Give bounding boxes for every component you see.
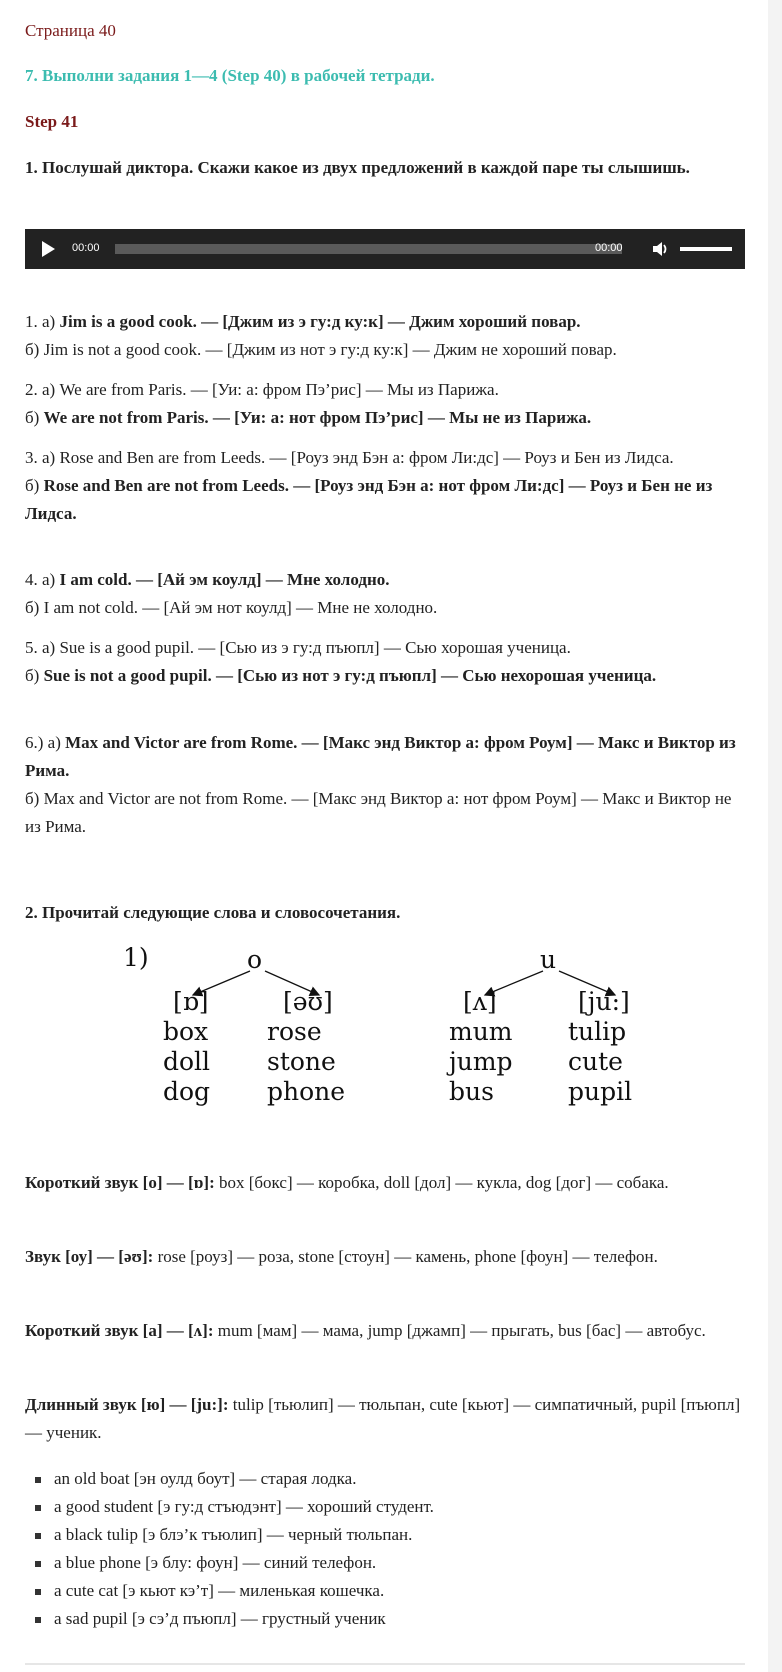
pair-prefix: 3. а) — [25, 448, 60, 467]
sound-text: rose [роуз] — роза, stone [стоун] — камень, phone [фоун] — телефон. — [153, 1247, 658, 1266]
sound-paragraph-4 — [25, 1391, 745, 1447]
pair-2-a — [25, 376, 745, 404]
pair-prefix: 4. а) — [25, 570, 60, 589]
list-item: a blue phone [э блу: фоун] — синий телефон. — [25, 1549, 745, 1577]
task-2-heading: 2. Прочитай следующие слова и словосочетания. — [25, 903, 401, 922]
sound-label: [ju:] — [578, 987, 630, 1016]
sound-paragraph-1 — [25, 1169, 745, 1197]
list-item: a black tulip [э блэ’к тъюлип] — черный тюльпан. — [25, 1521, 745, 1549]
pair-3-a — [25, 444, 745, 472]
pair-text: I am cold. — [Ай эм коулд] — Мне холодно. — [59, 570, 390, 589]
audio-player — [25, 229, 745, 269]
pair-4-a — [25, 566, 745, 594]
pair-text: Jim is not a good cook. — [Джим из нот э гу:д ку:к] — Джим не хороший повар. — [43, 340, 617, 359]
word: stone — [267, 1047, 336, 1076]
volume-icon[interactable] — [652, 240, 670, 258]
sound-label: [ʌ] — [463, 987, 497, 1016]
pair-text: We are not from Paris. — [Уи: а: нот фром Пэ’рис] — Мы не из Парижа. — [43, 408, 592, 427]
word: jump — [449, 1047, 513, 1076]
pair-text: Max and Victor are from Rome. — [Макс энд Виктор а: фром Роум] — Макс и Виктор из Рима. — [25, 733, 736, 780]
sound-head: Звук [оу] — [əʊ]: — [25, 1247, 154, 1266]
pair-text: Sue is a good pupil. — [Сью из э гу:д пъюпл] — Сью хорошая ученица. — [59, 638, 571, 657]
pair-2-b — [25, 404, 745, 432]
pair-prefix: 6.) а) — [25, 733, 66, 752]
sound-paragraph-2 — [25, 1243, 745, 1271]
pair-prefix: б) — [25, 340, 44, 359]
pair-text: We are from Paris. — [Уи: а: фром Пэ’рис] — Мы из Парижа. — [59, 380, 499, 399]
word: pupil — [568, 1077, 633, 1106]
pair-text: Jim is a good cook. — [Джим из э гу:д ку:к] — Джим хороший повар. — [59, 312, 581, 331]
word: tulip — [568, 1017, 627, 1046]
breadcrumb[interactable]: Страница 40 — [25, 21, 116, 40]
pair-6-b — [25, 785, 745, 841]
group-short-u — [449, 987, 513, 1107]
pair-6-a — [25, 729, 745, 785]
word: doll — [163, 1047, 211, 1076]
pair-prefix: б) — [25, 666, 44, 685]
word: cute — [568, 1047, 623, 1076]
sound-text: box [бокс] — коробка, doll [дол] — кукла, dog [дог] — собака. — [214, 1173, 669, 1192]
word: dog — [163, 1077, 211, 1106]
group-short-o — [163, 987, 210, 1107]
pair-prefix: б) — [25, 476, 44, 495]
sound-paragraph-3 — [25, 1317, 745, 1345]
list-item: an old boat [эн оулд боут] — старая лодка. — [25, 1465, 745, 1493]
pair-5-b — [25, 662, 745, 690]
list-item: a good student [э гу:д стъюдэнт] — хороший студент. — [25, 1493, 745, 1521]
pair-prefix: 5. а) — [25, 638, 60, 657]
pair-1-a — [25, 308, 745, 336]
word: mum — [449, 1017, 513, 1046]
sound-text: tulip [тьюлип] — тюльпан, cute [кьют] — симпатичный, pupil [пъюпл] — ученик. — [25, 1395, 741, 1442]
pair-5-a — [25, 634, 745, 662]
pair-prefix: 1. а) — [25, 312, 60, 331]
word: bus — [449, 1077, 494, 1106]
pair-1 — [25, 308, 745, 364]
progress-rail[interactable] — [115, 244, 622, 254]
task-1-heading: 1. Послушай диктора. Скажи какое из двух предложений в каждой паре ты слышишь. — [25, 158, 690, 177]
list-item: a sad pupil [э сэ’д пъюпл] — грустный ученик — [25, 1605, 745, 1633]
pair-2 — [25, 376, 745, 432]
pair-text: Rose and Ben are not from Leeds. — [Роуз энд Бэн а: нот фром Ли:дс] — Роуз и Бен не из Лидса. — [25, 476, 713, 523]
total-time: 00:00 — [595, 242, 623, 254]
task-7-heading: 7. Выполни задания 1—4 (Step 40) в рабочей тетради. — [25, 66, 435, 85]
sound-label: [ɒ] — [173, 987, 209, 1016]
figure-number: 1) — [123, 943, 149, 972]
letter-u: u — [540, 945, 557, 974]
divider — [25, 1663, 745, 1665]
pair-text: Sue is not a good pupil. — [Сью из нот э гу:д пъюпл] — Сью нехорошая ученица. — [43, 666, 657, 685]
group-long-o — [267, 987, 345, 1107]
pair-text: Max and Victor are not from Rome. — [Макс энд Виктор а: нот фром Роум] — Макс и Виктор не из Рима. — [25, 789, 732, 836]
group-long-u — [568, 987, 632, 1107]
pair-6 — [25, 729, 745, 841]
pair-prefix: б) — [25, 789, 44, 808]
volume-slider[interactable] — [680, 247, 732, 251]
phrase-list — [25, 1465, 745, 1633]
pair-5 — [25, 634, 745, 690]
sound-head: Длинный звук [ю] — [ju:]: — [25, 1395, 229, 1414]
play-icon[interactable] — [42, 241, 55, 257]
sound-head: Короткий звук [а] — [ʌ]: — [25, 1321, 214, 1340]
word: phone — [267, 1077, 346, 1106]
pair-1-b — [25, 336, 745, 364]
letter-o: o — [247, 945, 263, 974]
pair-4-b — [25, 594, 745, 622]
sound-label: [əʊ] — [283, 987, 333, 1016]
pair-4 — [25, 566, 745, 622]
list-item: a cute cat [э кьют кэ’т] — миленькая кошечка. — [25, 1577, 745, 1605]
phonics-figure — [25, 935, 745, 1115]
pair-text: Rose and Ben are from Leeds. — [Роуз энд Бэн а: фром Ли:дс] — Роуз и Бен из Лидса. — [59, 448, 674, 467]
pair-3 — [25, 444, 745, 528]
sound-head: Короткий звук [о] — [ɒ]: — [25, 1173, 215, 1192]
word: box — [163, 1017, 209, 1046]
sound-text: mum [мам] — мама, jump [джамп] — прыгать, bus [бас] — автобус. — [213, 1321, 706, 1340]
step-heading: Step 41 — [25, 112, 79, 131]
pair-prefix: 2. а) — [25, 380, 60, 399]
word: rose — [267, 1017, 322, 1046]
current-time: 00:00 — [72, 242, 100, 254]
pair-prefix: б) — [25, 408, 44, 427]
pair-prefix: б) — [25, 598, 44, 617]
pair-3-b — [25, 472, 745, 528]
pair-text: I am not cold. — [Ай эм нот коулд] — Мне не холодно. — [43, 598, 438, 617]
